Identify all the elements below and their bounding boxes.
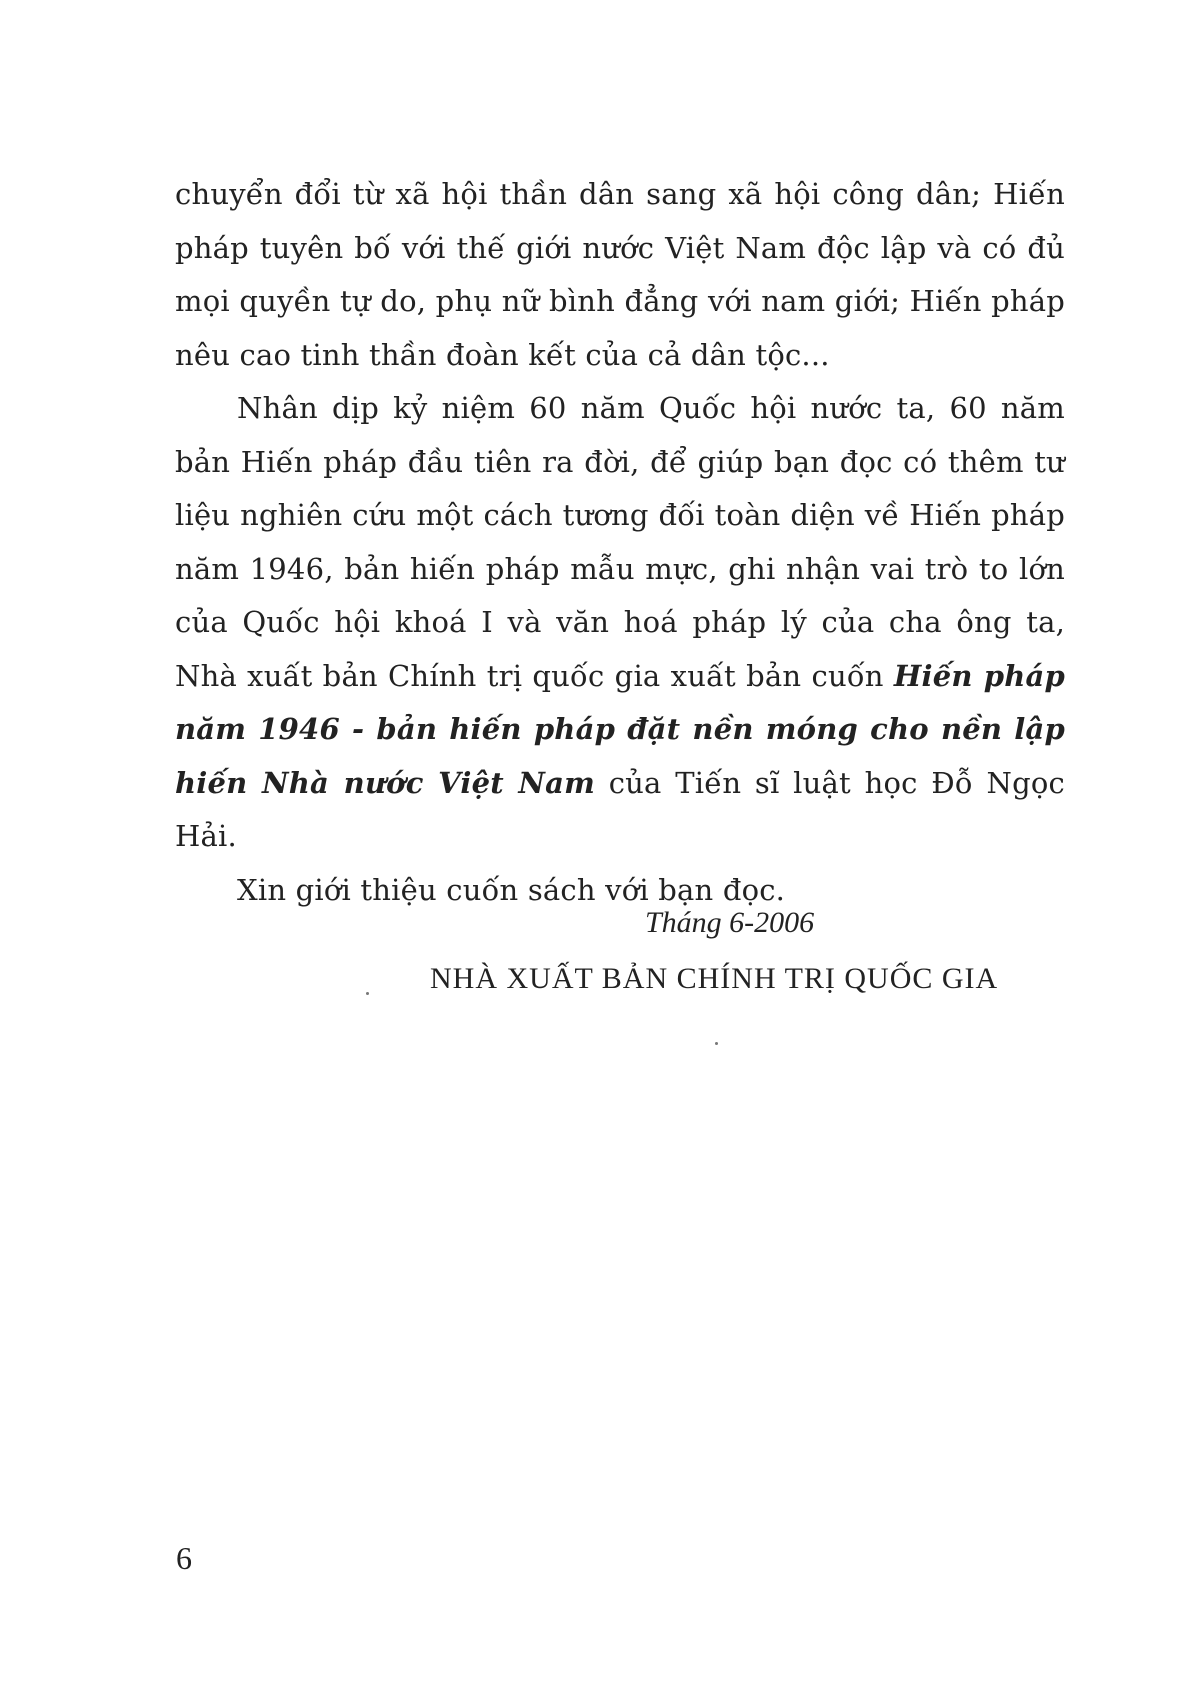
paragraph-publication-note-text: Nhân dịp kỷ niệm 60 năm Quốc hội nước ta, 60 năm bản Hiến pháp đầu tiên ra đời, để giúp bạn đọc có thêm tư liệu nghiên cứu một cách tương đối toàn diện về Hiến pháp năm 1946, bản hiến pháp mẫu mực, ghi nhận vai trò to lớn của Quốc hội khoá I và văn hoá pháp lý của cha ông ta, Nhà xuất bản Chính trị quốc gia xuất bản cuốn xyxy=(175,391,1065,693)
paragraph-intro-continuation: chuyển đổi từ xã hội thần dân sang xã hội công dân; Hiến pháp tuyên bố với thế giới nước Việt Nam độc lập và có đủ mọi quyền tự do, phụ nữ bình đẳng với nam giới; Hiến pháp nêu cao tinh thần đoàn kết của cả dân tộc... xyxy=(175,177,1065,372)
book-title: Hiến pháp năm 1946 - bản hiến pháp đặt nền móng cho nền lập hiến Nhà nước Việt Nam xyxy=(175,658,1065,800)
paragraph-publication-note xyxy=(175,382,1065,864)
scan-speck xyxy=(715,1042,718,1045)
body-text xyxy=(175,168,1065,917)
signature-date: Tháng 6-2006 xyxy=(645,906,815,939)
paragraph-closing: Xin giới thiệu cuốn sách với bạn đọc. xyxy=(237,872,786,907)
page-number: 6 xyxy=(176,1540,192,1576)
signature-publisher: NHÀ XUẤT BẢN CHÍNH TRỊ QUỐC GIA xyxy=(430,962,999,995)
scan-speck xyxy=(366,992,369,995)
signature-block xyxy=(430,895,1070,1007)
paragraph-publication-note-author: của Tiến sĩ luật học Đỗ Ngọc Hải. xyxy=(175,765,1065,853)
